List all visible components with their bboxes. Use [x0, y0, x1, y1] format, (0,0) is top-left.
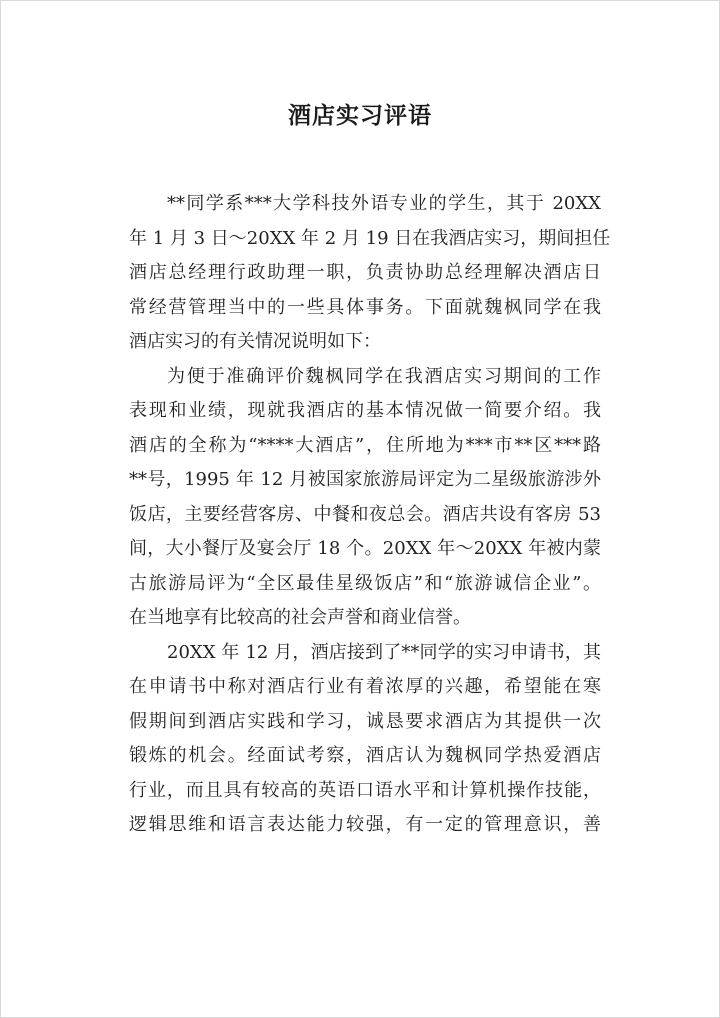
- paragraph-3: [129, 636, 601, 843]
- text-line: 表现和业绩，现就我酒店的基本情况做一简要介绍。我: [129, 400, 601, 421]
- text-line: 在申请书中称对酒店行业有着浓厚的兴趣，希望能在寒: [129, 676, 601, 697]
- text-line: 假期间到酒店实践和学习，诚恳要求酒店为其提供一次: [129, 710, 601, 732]
- text-line: **号，1995 年 12 月被国家旅游局评定为二星级旅游涉外: [129, 469, 601, 490]
- document-body: [129, 187, 611, 843]
- document-title: 酒店实习评语: [288, 102, 432, 129]
- text-line: 为便于准确评价魏枫同学在我酒店实习期间的工作: [167, 365, 601, 387]
- text-line: 酒店总经理行政助理一职，负责协助总经理解决酒店日: [129, 262, 601, 283]
- text-line: 锻炼的机会。经面试考察，酒店认为魏枫同学热爱酒店: [129, 745, 601, 766]
- text-line: 酒店的全称为“****大酒店”，住所地为***市**区***路: [129, 434, 601, 456]
- text-line: 古旅游局评为“全区最佳星级饭店”和“旅游诚信企业”。: [129, 572, 601, 594]
- text-line: 20XX 年 12 月，酒店接到了**同学的实习申请书，其: [167, 641, 601, 663]
- text-line: 行业，而且具有较高的英语口语水平和计算机操作技能，: [129, 779, 601, 801]
- text-line: 年 1 月 3 日～20XX 年 2 月 19 日在我酒店实习，期间担任: [129, 227, 611, 249]
- text-line: 酒店实习的有关情况说明如下：: [129, 331, 381, 352]
- paragraph-1: [129, 187, 611, 360]
- text-line: 饭店，主要经营客房、中餐和夜总会。酒店共设有客房 53: [129, 503, 601, 525]
- text-line: 间，大小餐厅及宴会厅 18 个。20XX 年～20XX 年被内蒙: [129, 538, 601, 559]
- text-line: 常经营管理当中的一些具体事务。下面就魏枫同学在我: [129, 296, 601, 318]
- text-line: 逻辑思维和语言表达能力较强，有一定的管理意识，善: [129, 814, 601, 835]
- paragraph-2: [129, 360, 601, 636]
- text-line: 在当地享有比较高的社会声誉和商业信誉。: [129, 607, 471, 628]
- text-line: **同学系***大学科技外语专业的学生，其于 20XX: [167, 193, 601, 214]
